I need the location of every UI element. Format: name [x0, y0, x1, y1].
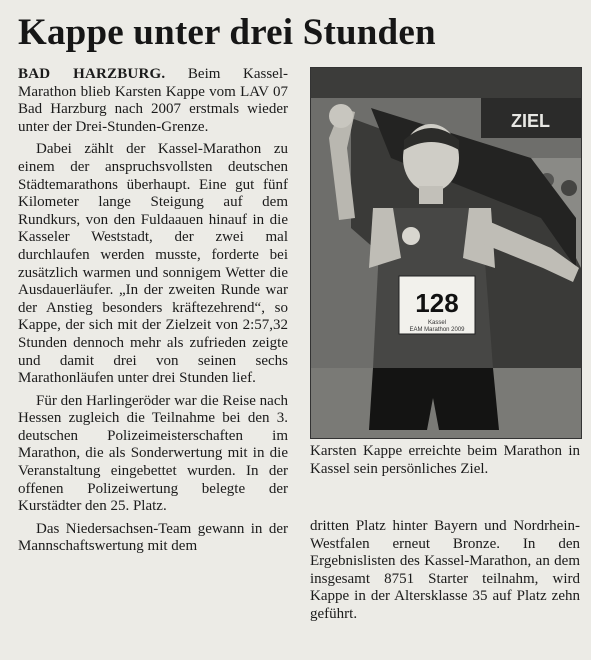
runner-photo — [310, 67, 582, 439]
article-body-right-column — [310, 518, 580, 624]
bib-number: 128 — [415, 288, 459, 318]
bib-sponsor: Kassel — [427, 320, 447, 326]
dateline: BAD HARZBURG. — [18, 66, 166, 82]
photo-caption: Karsten Kappe erreichte beim Marathon in Kassel sein persönliches Ziel. — [310, 443, 580, 477]
runner-illustration — [311, 68, 581, 438]
body-paragraph: Dabei zählt der Kassel-Marathon zu einem der anspruchsvollsten deutschen Städtemarathons überhaupt. Eine gut fünf Kilometer lange Steigung auf dem Rundkurs, von den Fuldaauen hinauf in die Kasseler Weststadt, der zwei mal durchlaufen werden musste, forderte bei zusätzlich warmen und sonnigem Wetter die Ausdauerläufer. „In der zweiten Runde war der Anstieg besonders kräftezehrend“, so Kappe, der sich mit der Zielzeit von 2:57,32 Stunden dennoch mehr als zufrieden zeigte und damit drei von seinen sechs Marathonläufen unter drei Stunden lief. — [18, 141, 288, 387]
lead-paragraph — [18, 66, 288, 136]
lead-text: Beim Kassel-Marathon blieb Karsten Kappe vom LAV 07 Bad Harzburg nach 2007 erstmals wieder unter der Drei-Stunden-Grenze. — [18, 66, 289, 135]
continuation-paragraph: dritten Platz hinter Bayern und Nordrhein-Westfalen erneut Bronze. In den Ergebnislisten des Kassel-Marathon, an dem insgesamt 8751 Starter teilnahm, wird Kappe in der Altersklasse 35 auf Platz zehn geführt. — [310, 518, 580, 622]
body-paragraph: Für den Harlingeröder war die Reise nach Hessen zugleich die Teilnahme bei den 3. deutschen Polizeimeisterschaften im Marathon, die als Sonderwertung mit in die Veranstaltung eingebettet wurden. In der offenen Polizeiwertung belegte der Kurstädter den 25. Platz. — [18, 392, 288, 515]
body-paragraph: Das Niedersachsen-Team gewann in der Mannschaftswertung mit dem — [18, 520, 288, 555]
article-body-left-column — [18, 66, 288, 561]
headline: Kappe unter drei Stunden — [18, 12, 436, 53]
bib-event: EAM Marathon 2009 — [409, 327, 465, 333]
finish-banner-text: ZIEL — [511, 111, 550, 131]
